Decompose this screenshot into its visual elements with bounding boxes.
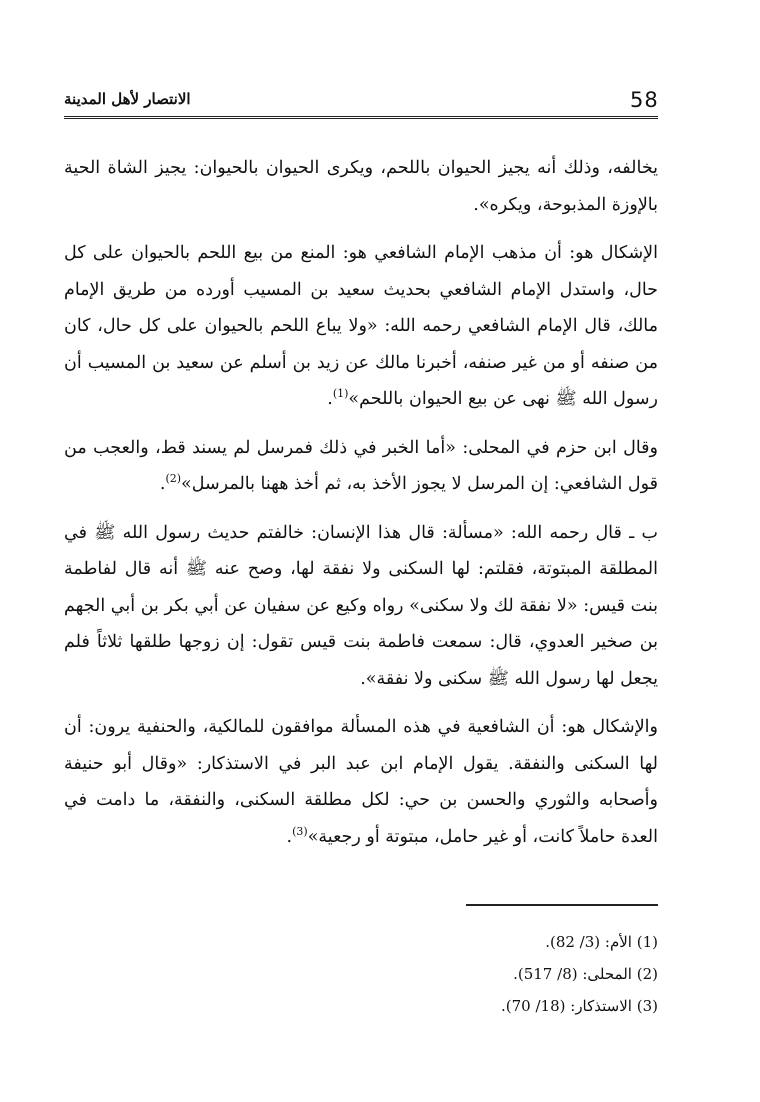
paragraph: الإشكال هو: أن مذهب الإمام الشافعي هو: المنع من بيع اللحم بالحيوان على كل حال، واستدل الإمام الشافعي بحديث سعيد بن المسيب أورده من طريق الإمام مالك، قال الإمام الشافعي رحمه الله: «ولا يباع اللحم بالحيوان على كل حال، كان من صنفه أو من غير صنفه، أخبرنا مالك عن زيد بن أسلم عن سعيد بن المسيب أن رسول الله ﷺ نهى عن بيع الحيوان باللحم»$^{(1)}$. [64, 243, 658, 409]
footnote-ref: (3) [292, 824, 308, 838]
page-header [64, 88, 658, 112]
paragraph: وقال ابن حزم في المحلى: «أما الخبر في ذلك فمرسل لم يسند قط، والعجب من قول الشافعي: إن المرسل لا يجوز الأخذ به، ثم أخذ ههنا بالمرسل»$^{(2)}$. [64, 437, 658, 494]
page-number: 58 [630, 88, 659, 112]
main-text [64, 150, 658, 867]
footnote-ref: (2) [165, 472, 182, 486]
paragraph: ب ـ قال رحمه الله: «مسألة: قال هذا الإنسان: خالفتم حديث رسول الله ﷺ في المطلقة المبتوتة، فقلتم: لها السكنى ولا نفقة لها، وصح عنه ﷺ أنه قال لفاطمة بنت قيس: «لا نفقة لك ولا سكنى» رواه وكيع عن سفيان عن أبي بكر بن أبي الجهم بن صخير العدوي، قال: سمعت فاطمة بنت قيس تقول: إن زوجها طلقها ثلاثاً فلم يجعل لها رسول الله ﷺ سكنى ولا نفقة». [64, 522, 658, 689]
paragraph: يخالفه، وذلك أنه يجيز الحيوان باللحم، ويكرى الحيوان بالحيوان: يجيز الشاة الحية بالإوزة المذبوحة، ويكره». [64, 158, 658, 215]
footnotes [64, 926, 658, 1022]
footnote-divider [466, 904, 658, 906]
footnote: (2) المحلى: (8/ 517). [513, 965, 658, 983]
footnote-ref: (1) [332, 387, 349, 401]
footnote: (1) الأم: (3/ 82). [545, 933, 658, 951]
header-divider [64, 116, 658, 119]
footnote: (3) الاستذكار: (18/ 70). [501, 997, 658, 1015]
running-title: الانتصار لأهل المدينة [64, 90, 191, 108]
paragraph: والإشكال هو: أن الشافعية في هذه المسألة موافقون للمالكية، والحنفية يرون: أن لها السكنى والنفقة. يقول الإمام ابن عبد البر في الاستذكار: «وقال أبو حنيفة وأصحابه والثوري والحسن بن حي: لكل مطلقة السكنى، والنفقة، ما دامت في العدة حاملاً كانت، أو غير حامل، مبتوتة أو رجعية»$^{(3)}$. [64, 717, 658, 847]
